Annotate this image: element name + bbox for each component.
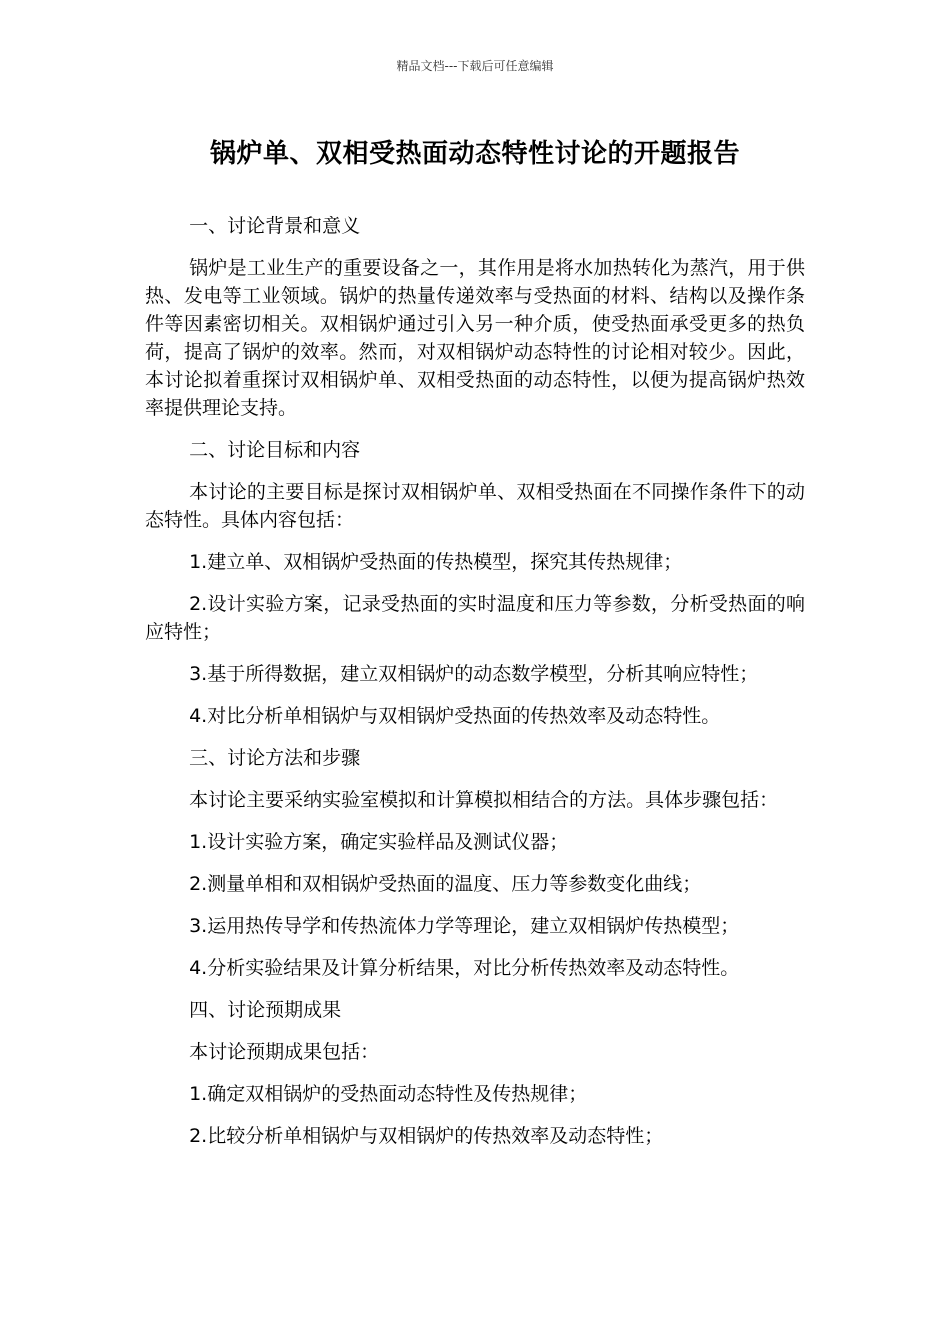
list-item-step-3: 3.运用热传导学和传热流体力学等理论，建立双相锅炉传热模型； xyxy=(189,915,740,937)
list-item-goal-1: 1.建立单、双相锅炉受热面的传热模型，探究其传热规律； xyxy=(189,551,683,573)
list-item-goal-2: 2.设计实验方案，记录受热面的实时温度和压力等参数，分析受热面的响应特性； xyxy=(145,593,805,643)
document-body xyxy=(145,212,805,1164)
document-title: 锅炉单、双相受热面动态特性讨论的开题报告 xyxy=(209,139,740,169)
section-heading-methods: 三、讨论方法和步骤 xyxy=(189,747,361,769)
paragraph-outcomes-intro: 本讨论预期成果包括： xyxy=(189,1041,380,1063)
list-item-step-1: 1.设计实验方案，确定实验样品及测试仪器； xyxy=(189,831,569,853)
section-heading-goals: 二、讨论目标和内容 xyxy=(189,439,361,461)
list-item-outcome-1: 1.确定双相锅炉的受热面动态特性及传热规律； xyxy=(189,1083,588,1105)
section-heading-outcomes: 四、讨论预期成果 xyxy=(189,999,342,1021)
list-item-step-2: 2.测量单相和双相锅炉受热面的温度、压力等参数变化曲线； xyxy=(189,873,702,895)
paragraph-background: 锅炉是工业生产的重要设备之一，其作用是将水加热转化为蒸汽，用于供热、发电等工业领域。锅炉的热量传递效率与受热面的材料、结构以及操作条件等因素密切相关。双相锅炉通过引入另一种介质，使受热面承受更多的热负荷，提高了锅炉的效率。然而，对双相锅炉动态特性的讨论相对较少。因此，本讨论拟着重探讨双相锅炉单、双相受热面的动态特性，以便为提高锅炉热效率提供理论支持。 xyxy=(145,257,805,419)
header-note: 精品文档---下载后可任意编辑 xyxy=(396,59,554,73)
list-item-outcome-2: 2.比较分析单相锅炉与双相锅炉的传热效率及动态特性； xyxy=(189,1125,664,1147)
list-item-goal-4: 4.对比分析单相锅炉与双相锅炉受热面的传热效率及动态特性。 xyxy=(189,705,721,727)
section-heading-background: 一、讨论背景和意义 xyxy=(189,215,361,237)
list-item-goal-3: 3.基于所得数据，建立双相锅炉的动态数学模型，分析其响应特性； xyxy=(189,663,759,685)
list-item-step-4: 4.分析实验结果及计算分析结果，对比分析传热效率及动态特性。 xyxy=(189,957,740,979)
paragraph-goals-intro: 本讨论的主要目标是探讨双相锅炉单、双相受热面在不同操作条件下的动态特性。具体内容包括： xyxy=(145,481,805,531)
paragraph-methods-intro: 本讨论主要采纳实验室模拟和计算模拟相结合的方法。具体步骤包括： xyxy=(189,789,779,811)
